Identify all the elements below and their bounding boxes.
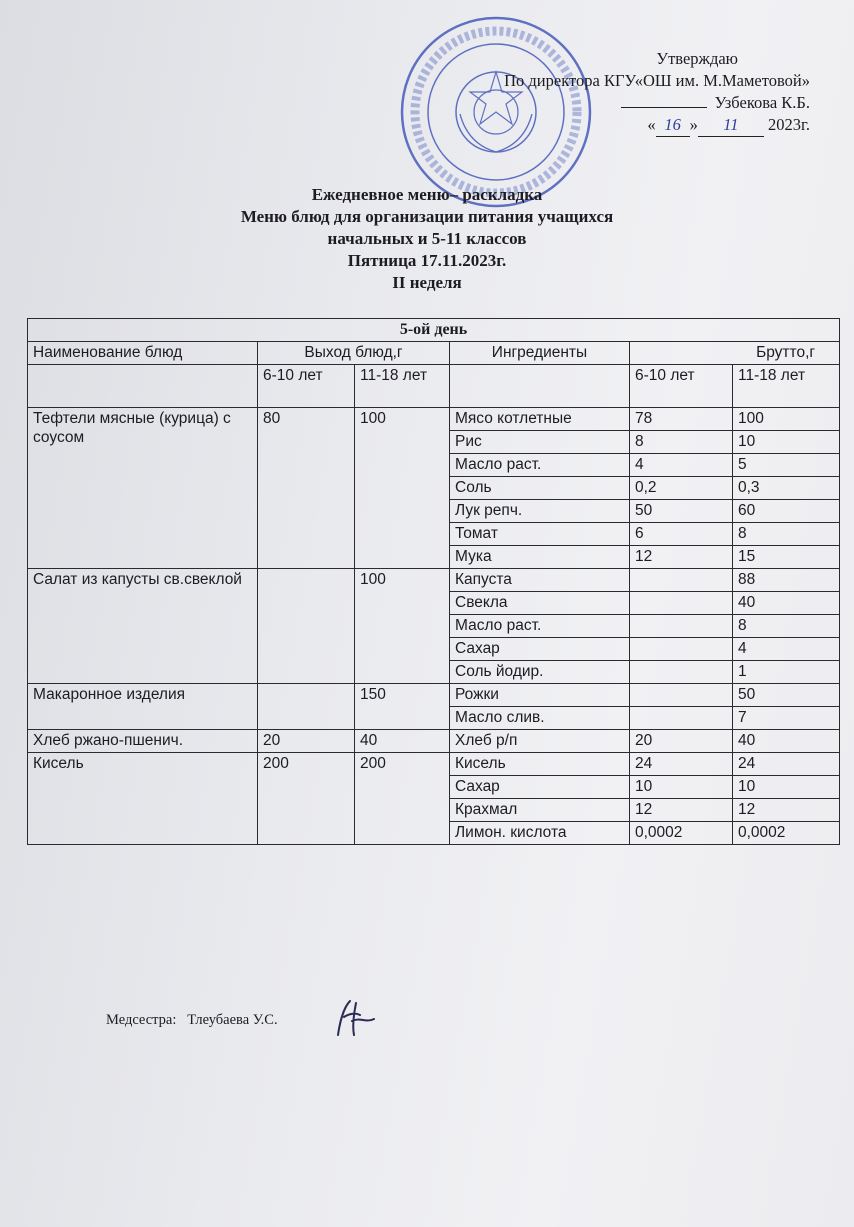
ingredient-name: Кисель <box>450 753 630 776</box>
ingredient-gross-a: 8 <box>630 431 733 454</box>
ingredient-gross-a: 24 <box>630 753 733 776</box>
ingredient-name: Хлеб р/п <box>450 730 630 753</box>
title-line-4: Пятница 17.11.2023г. <box>347 251 507 270</box>
ingredient-gross-b: 7 <box>733 707 840 730</box>
ingredient-gross-b: 50 <box>733 684 840 707</box>
ingredient-gross-a: 12 <box>630 546 733 569</box>
ingredient-gross-a: 0,2 <box>630 477 733 500</box>
title-line-2: Меню блюд для организации питания учащихся <box>240 207 614 226</box>
header-gross: Брутто,г <box>630 342 840 365</box>
ingredient-gross-a <box>630 638 733 661</box>
ingredient-name: Масло раст. <box>450 615 630 638</box>
table-row <box>28 730 840 753</box>
dish-name: Кисель <box>28 753 258 845</box>
ingredient-gross-b: 15 <box>733 546 840 569</box>
ingredient-name: Свекла <box>450 592 630 615</box>
ingredient-gross-a <box>630 684 733 707</box>
ingredient-gross-a: 4 <box>630 454 733 477</box>
ingredient-gross-b: 12 <box>733 799 840 822</box>
dish-output-a <box>258 684 355 730</box>
ingredient-gross-a: 10 <box>630 776 733 799</box>
ingredient-gross-a: 12 <box>630 799 733 822</box>
menu-table <box>27 318 840 845</box>
header-dish: Наименование блюд <box>28 342 258 365</box>
dish-output-a: 80 <box>258 408 355 569</box>
age-ingredients-empty <box>450 365 630 408</box>
title-line-1: Ежедневное меню– раскладка <box>311 185 543 204</box>
date-open-quote: « <box>647 115 656 134</box>
ingredient-gross-b: 0,3 <box>733 477 840 500</box>
handwritten-signature-icon <box>330 995 380 1041</box>
age-output-b: 11-18 лет <box>355 365 450 408</box>
approval-title: Утверждаю <box>656 49 738 68</box>
ingredient-gross-a: 0,0002 <box>630 822 733 845</box>
ingredient-gross-a <box>630 661 733 684</box>
ingredient-gross-b: 60 <box>733 500 840 523</box>
date-close-quote: » <box>689 115 698 134</box>
dish-output-a <box>258 569 355 684</box>
age-gross-a: 6-10 лет <box>630 365 733 408</box>
dish-output-b: 100 <box>355 408 450 569</box>
ingredient-gross-a: 78 <box>630 408 733 431</box>
ingredient-gross-a <box>630 707 733 730</box>
dish-name: Салат из капусты св.свеклой <box>28 569 258 684</box>
table-day-row <box>28 319 840 342</box>
approval-signer-name: Узбекова К.Б. <box>714 93 810 112</box>
dish-name: Макаронное изделия <box>28 684 258 730</box>
ingredient-gross-a <box>630 615 733 638</box>
ingredient-name: Соль <box>450 477 630 500</box>
ingredient-gross-b: 4 <box>733 638 840 661</box>
ingredient-gross-b: 8 <box>733 523 840 546</box>
table-header-row <box>28 342 840 365</box>
ingredient-gross-b: 40 <box>733 730 840 753</box>
nurse-role: Медсестра: <box>106 1012 177 1028</box>
ingredient-gross-a <box>630 569 733 592</box>
date-day: 16 <box>656 114 690 137</box>
ingredient-name: Масло раст. <box>450 454 630 477</box>
ingredient-name: Сахар <box>450 776 630 799</box>
ingredient-name: Масло слив. <box>450 707 630 730</box>
ingredient-gross-a <box>630 592 733 615</box>
ingredient-gross-b: 8 <box>733 615 840 638</box>
header-output: Выход блюд,г <box>258 342 450 365</box>
table-row <box>28 408 840 431</box>
approval-date <box>504 114 810 137</box>
table-age-row <box>28 365 840 408</box>
table-row <box>28 753 840 776</box>
dish-name: Тефтели мясные (курица) с соусом <box>28 408 258 569</box>
table-row <box>28 684 840 707</box>
ingredient-name: Соль йодир. <box>450 661 630 684</box>
ingredient-name: Рожки <box>450 684 630 707</box>
approval-block <box>504 48 810 137</box>
dish-output-a: 20 <box>258 730 355 753</box>
document-title <box>0 184 854 294</box>
dish-output-b: 40 <box>355 730 450 753</box>
age-gross-b: 11-18 лет <box>733 365 840 408</box>
date-year: 2023г. <box>767 115 810 134</box>
age-output-a: 6-10 лет <box>258 365 355 408</box>
ingredient-gross-b: 88 <box>733 569 840 592</box>
ingredient-gross-b: 1 <box>733 661 840 684</box>
title-line-3: начальных и 5-11 классов <box>327 229 527 248</box>
dish-output-b: 200 <box>355 753 450 845</box>
day-label: 5-ой день <box>28 319 840 342</box>
ingredient-name: Крахмал <box>450 799 630 822</box>
dish-name: Хлеб ржано-пшенич. <box>28 730 258 753</box>
ingredient-gross-b: 10 <box>733 431 840 454</box>
dish-output-b: 100 <box>355 569 450 684</box>
ingredient-name: Мясо котлетные <box>450 408 630 431</box>
age-row-empty <box>28 365 258 408</box>
ingredient-gross-b: 10 <box>733 776 840 799</box>
ingredient-name: Томат <box>450 523 630 546</box>
ingredient-name: Лимон. кислота <box>450 822 630 845</box>
dish-output-b: 150 <box>355 684 450 730</box>
nurse-name: Тлеубаева У.С. <box>187 1012 278 1028</box>
table-row <box>28 569 840 592</box>
ingredient-gross-a: 50 <box>630 500 733 523</box>
title-line-5: II неделя <box>392 273 462 292</box>
ingredient-name: Капуста <box>450 569 630 592</box>
ingredient-gross-b: 0,0002 <box>733 822 840 845</box>
ingredient-name: Лук репч. <box>450 500 630 523</box>
ingredient-name: Рис <box>450 431 630 454</box>
ingredient-gross-b: 100 <box>733 408 840 431</box>
approval-signer <box>504 92 810 114</box>
nurse-signature-line <box>106 1012 278 1029</box>
ingredient-gross-b: 40 <box>733 592 840 615</box>
ingredient-name: Мука <box>450 546 630 569</box>
ingredient-name: Сахар <box>450 638 630 661</box>
header-ingredients: Ингредиенты <box>450 342 630 365</box>
date-month: 11 <box>698 114 764 137</box>
ingredient-gross-a: 20 <box>630 730 733 753</box>
ingredient-gross-b: 5 <box>733 454 840 477</box>
dish-output-a: 200 <box>258 753 355 845</box>
approval-position: По директора КГУ«ОШ им. М.Маметовой» <box>504 71 810 90</box>
ingredient-gross-a: 6 <box>630 523 733 546</box>
ingredient-gross-b: 24 <box>733 753 840 776</box>
